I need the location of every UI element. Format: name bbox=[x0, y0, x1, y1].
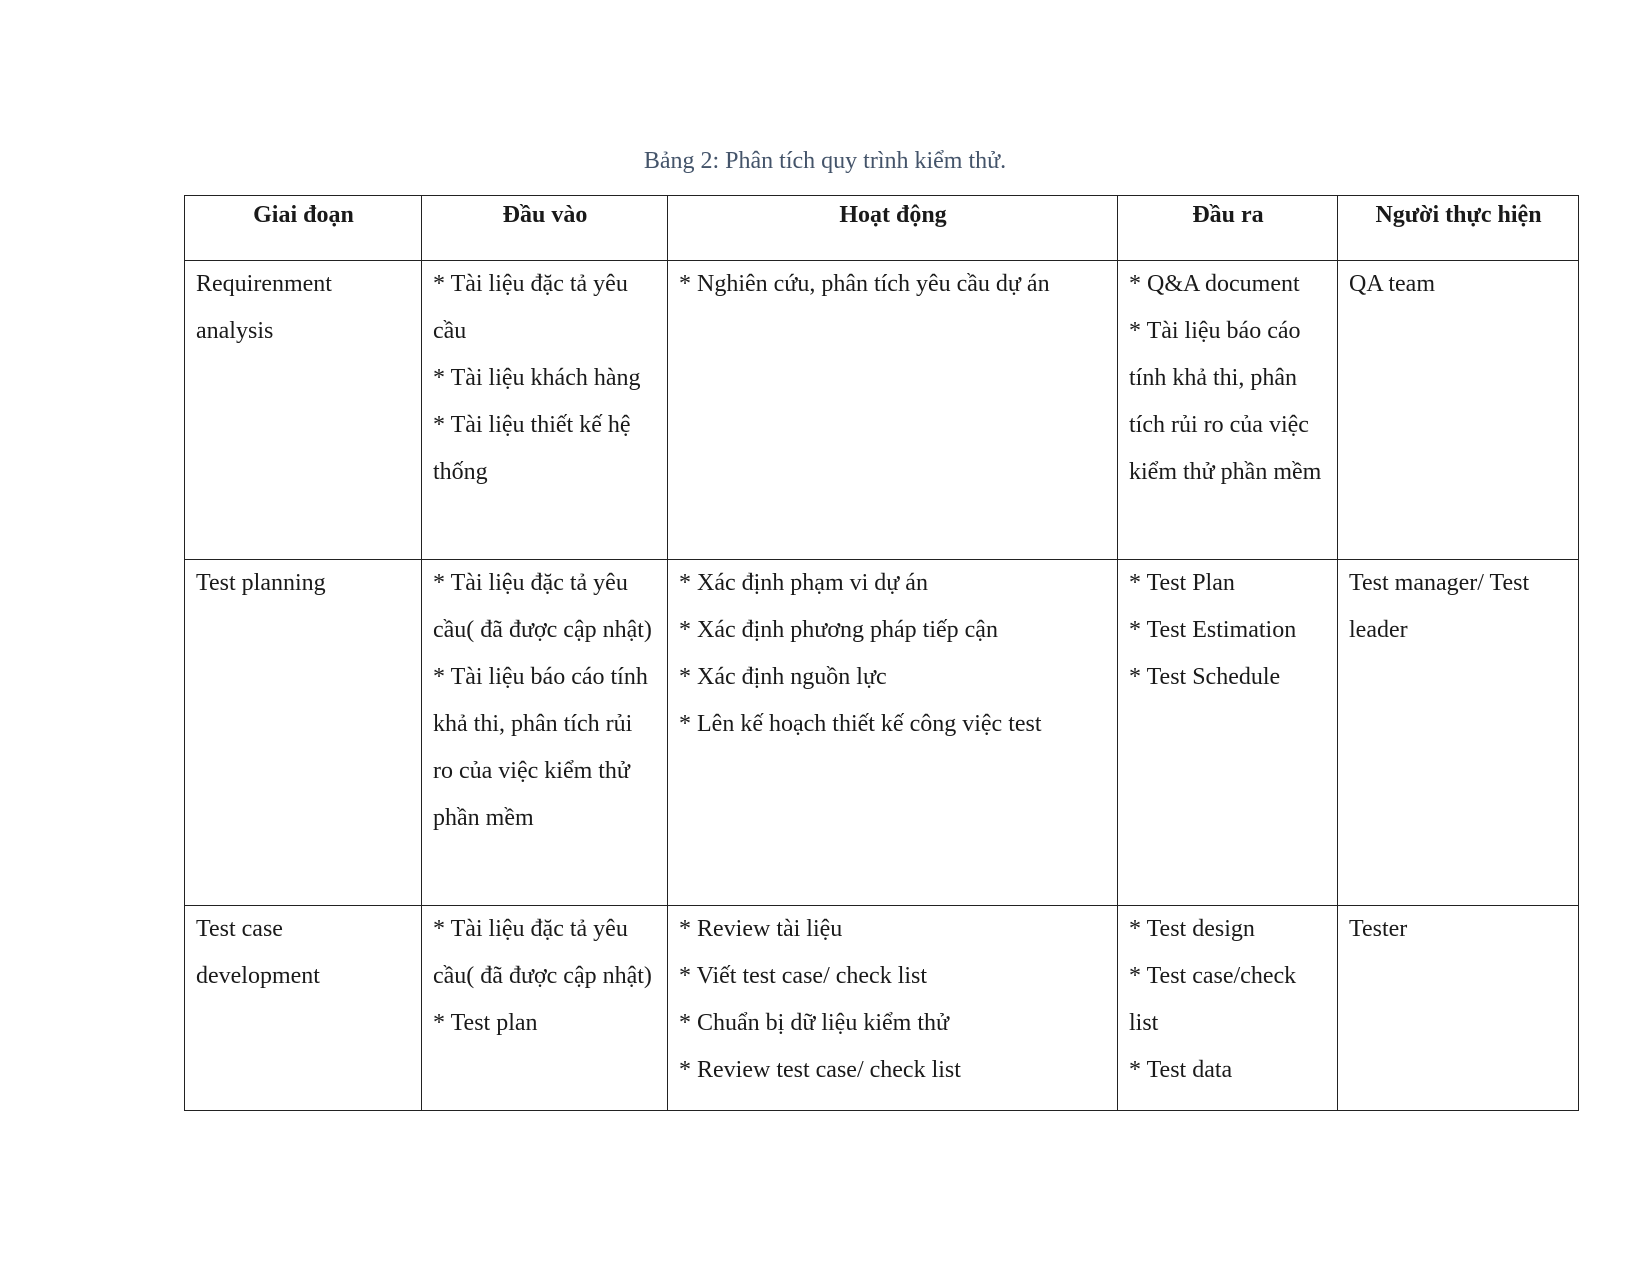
activity-item: * Lên kế hoạch thiết kế công việc test bbox=[679, 711, 1042, 737]
cell-inputs bbox=[422, 906, 668, 1111]
header-inputs: Đầu vào bbox=[422, 196, 668, 261]
input-item: * Tài liệu báo cáo tính khả thi, phân tích rủi ro của việc kiểm thử phần mềm bbox=[433, 664, 648, 831]
process-table bbox=[184, 195, 1579, 1111]
cell-performer: Tester bbox=[1338, 906, 1579, 1111]
cell-phase: Requirenment analysis bbox=[185, 261, 422, 560]
cell-activities bbox=[668, 261, 1118, 560]
header-activities: Hoạt động bbox=[668, 196, 1118, 261]
header-phase: Giai đoạn bbox=[185, 196, 422, 261]
table-caption: Bảng 2: Phân tích quy trình kiểm thử. bbox=[643, 148, 1007, 174]
input-item: * Test plan bbox=[433, 1010, 538, 1036]
output-item: * Test data bbox=[1129, 1057, 1233, 1083]
table-row bbox=[185, 906, 1579, 1111]
cell-inputs bbox=[422, 261, 668, 560]
activity-item: * Review test case/ check list bbox=[679, 1057, 961, 1083]
activity-item: * Xác định phạm vi dự án bbox=[679, 570, 928, 596]
activity-item: * Chuẩn bị dữ liệu kiểm thử bbox=[679, 1010, 949, 1036]
activity-item: * Xác định nguồn lực bbox=[679, 664, 887, 690]
activity-item: * Xác định phương pháp tiếp cận bbox=[679, 617, 998, 643]
header-outputs: Đầu ra bbox=[1118, 196, 1338, 261]
table-row bbox=[185, 560, 1579, 906]
header-row bbox=[185, 196, 1579, 261]
output-item: * Test Estimation bbox=[1129, 617, 1297, 643]
output-item: * Test Plan bbox=[1129, 570, 1235, 596]
input-item: * Tài liệu đặc tả yêu cầu( đã được cập nhật) bbox=[433, 916, 652, 989]
activity-item: * Review tài liệu bbox=[679, 916, 843, 942]
cell-performer: Test manager/ Test leader bbox=[1338, 560, 1579, 906]
cell-phase: Test case development bbox=[185, 906, 422, 1111]
cell-activities bbox=[668, 560, 1118, 906]
cell-outputs bbox=[1118, 906, 1338, 1111]
cell-phase: Test planning bbox=[185, 560, 422, 906]
input-item: * Tài liệu khách hàng bbox=[433, 365, 641, 391]
input-item: * Tài liệu đặc tả yêu cầu bbox=[433, 271, 628, 344]
cell-performer: QA team bbox=[1338, 261, 1579, 560]
output-item: * Test Schedule bbox=[1129, 664, 1281, 690]
output-item: * Test design bbox=[1129, 916, 1255, 942]
table-row bbox=[185, 261, 1579, 560]
output-item: * Test case/check list bbox=[1129, 963, 1297, 1036]
activity-item: * Viết test case/ check list bbox=[679, 963, 928, 989]
output-item: * Tài liệu báo cáo tính khả thi, phân tích rủi ro của việc kiểm thử phần mềm bbox=[1129, 318, 1322, 485]
output-item: * Q&A document bbox=[1129, 271, 1300, 297]
input-item: * Tài liệu đặc tả yêu cầu( đã được cập nhật) bbox=[433, 570, 652, 643]
cell-inputs bbox=[422, 560, 668, 906]
cell-activities bbox=[668, 906, 1118, 1111]
input-item: * Tài liệu thiết kế hệ thống bbox=[433, 412, 631, 485]
cell-outputs bbox=[1118, 261, 1338, 560]
activity-item: * Nghiên cứu, phân tích yêu cầu dự án bbox=[679, 271, 1050, 297]
cell-outputs bbox=[1118, 560, 1338, 906]
header-performer: Người thực hiện bbox=[1338, 196, 1579, 261]
